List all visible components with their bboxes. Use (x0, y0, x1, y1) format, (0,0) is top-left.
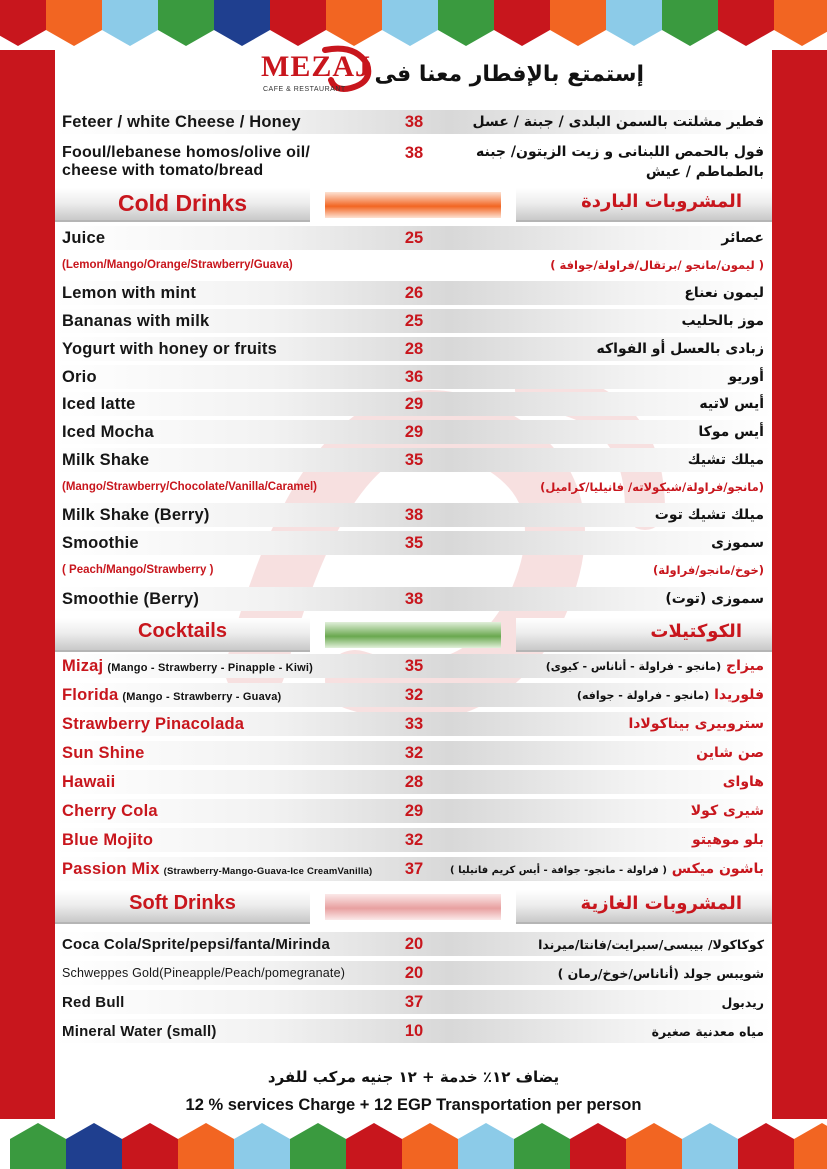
item-price: 37 (404, 992, 424, 1011)
menu-row (55, 337, 772, 361)
cocktail-ingredients-ar: (مانجو - فراولة - جوافه) (576, 689, 710, 702)
item-name-ar: بلو موهيتو (692, 832, 764, 848)
item-name-ar (577, 687, 764, 703)
cocktail-name-ar: ميزاج (726, 658, 764, 674)
item-name-en: Juice (62, 228, 106, 247)
item-price: 25 (404, 311, 424, 330)
pink-divider-bar (325, 894, 501, 920)
item-price: 33 (404, 714, 424, 733)
item-name-en: Hawaii (62, 772, 116, 791)
section-title-ar: المشروبات الغازية (580, 893, 742, 914)
cocktail-ingredients-en: (Strawberry-Mango-Guava-Ice CreamVanilla) (163, 865, 373, 877)
item-name-en: Smoothie (Berry) (62, 589, 200, 608)
menu-row (55, 448, 772, 472)
cocktail-ingredients-ar: (مانجو - فراولة - أناناس - كيوى) (545, 660, 722, 673)
cocktails-header (55, 618, 772, 652)
cold-drinks-header (55, 188, 772, 222)
menu-row (55, 857, 772, 881)
menu-row (55, 799, 772, 823)
item-name-en (62, 860, 372, 879)
item-name-ar (546, 658, 764, 674)
item-name-en: Coca Cola/Sprite/pepsi/fanta/Mirinda (62, 935, 331, 953)
section-title-en: Cocktails (138, 620, 227, 642)
item-name-en: Orio (62, 367, 97, 386)
item-name-ar: سموزى (توت) (665, 591, 764, 607)
left-red-border (0, 0, 55, 1169)
green-divider-bar (325, 622, 501, 648)
item-name-ar: زبادى بالعسل أو الفواكه (596, 341, 764, 357)
item-name-en: Sun Shine (62, 743, 145, 762)
item-price: 38 (404, 144, 424, 162)
section-title-en: Cold Drinks (117, 190, 248, 216)
menu-row (55, 140, 772, 184)
item-name-ar: كوكاكولا/ بيبسى/سبرايت/فانتا/ميرندا (538, 936, 764, 952)
item-name-ar: ليمون نعناع (684, 285, 764, 301)
item-price: 26 (404, 283, 424, 302)
item-name-ar: موز بالحليب (681, 313, 764, 329)
item-name-ar: ريدبول (721, 994, 764, 1010)
item-name-ar: شيرى كولا (690, 803, 764, 819)
menu-row (55, 990, 772, 1014)
menu-row (55, 961, 772, 985)
item-name-ar (450, 861, 764, 877)
menu-row (55, 420, 772, 444)
item-name-ar: سموزى (711, 535, 764, 551)
item-price: 38 (404, 589, 424, 608)
service-charge-note-en: 12 % services Charge + 12 EGP Transportation per person (185, 1096, 642, 1114)
item-name-ar: أوريو (728, 369, 764, 385)
menu-row (55, 654, 772, 678)
section-title-ar: المشروبات الباردة (581, 191, 742, 212)
item-name-en: Smoothie (62, 533, 139, 552)
item-name-ar: ميلك تشيك توت (654, 507, 764, 523)
item-name-ar: شويبس جولد (أناناس/خوخ/رمان ) (557, 965, 764, 981)
mezaj-logo (255, 42, 375, 102)
item-price: 32 (404, 743, 424, 762)
item-name-ar: أيس موكا (698, 424, 764, 440)
cocktail-ingredients-en: (Mango - Strawberry - Guava) (122, 690, 282, 703)
soft-drinks-header (55, 890, 772, 924)
cocktail-name: Florida (62, 685, 119, 704)
menu-row (55, 110, 772, 134)
item-price: 32 (404, 830, 424, 849)
item-price: 29 (404, 801, 424, 820)
cocktail-name: Passion Mix (62, 859, 160, 878)
item-price: 32 (404, 685, 424, 704)
item-price: 35 (404, 450, 424, 469)
flavor-note-ar: ( ليمون/مانجو /برتقال/فراولة/جوافة ) (550, 258, 764, 272)
item-name-en (62, 686, 281, 705)
item-price: 38 (404, 505, 424, 524)
item-name-ar: هاواى (722, 774, 764, 790)
item-price: 10 (404, 1021, 424, 1040)
section-title-ar: الكوكتيلات (650, 621, 742, 642)
menu-row (55, 531, 772, 555)
flavor-note-en: (Mango/Strawberry/Chocolate/Vanilla/Caramel) (62, 481, 317, 493)
item-name-en: Red Bull (62, 993, 125, 1011)
item-name-en: Milk Shake (62, 450, 150, 469)
cocktail-name-ar: باشون ميكس (671, 861, 764, 877)
menu-row (55, 587, 772, 611)
item-name-ar: مياه معدنية صغيرة (651, 1023, 764, 1039)
item-price: 35 (404, 656, 424, 675)
menu-row (55, 770, 772, 794)
cocktail-name: Mizaj (62, 656, 104, 675)
flavor-note-row (55, 480, 772, 498)
flavor-note-row (55, 258, 772, 276)
item-name-en: Iced latte (62, 394, 136, 413)
menu-row (55, 1019, 772, 1043)
item-name-ar: عصائر (721, 230, 764, 246)
item-name-en: Strawberry Pinacolada (62, 714, 245, 733)
service-charge-note-ar: يضاف ١٢٪ خدمة + ١٢ جنيه مركب للفرد (267, 1068, 560, 1086)
item-price: 20 (404, 934, 424, 953)
logo-wordmark: MEZAJ (261, 50, 371, 83)
menu-row (55, 503, 772, 527)
item-name-en: Mineral Water (small) (62, 1022, 217, 1040)
item-name-en: Milk Shake (Berry) (62, 505, 210, 524)
item-price: 20 (404, 963, 424, 982)
item-price: 29 (404, 394, 424, 413)
flavor-note-ar: (مانجو/فراولة/شيكولاته/ فانيليا/كراميل) (540, 480, 764, 494)
item-price: 29 (404, 422, 424, 441)
item-name-en: Schweppes Gold(Pineapple/Peach/pomegranate) (62, 966, 346, 980)
flavor-note-row (55, 563, 772, 581)
item-name-ar: صن شاين (696, 745, 764, 761)
section-title-en: Soft Drinks (129, 892, 236, 914)
menu-row (55, 226, 772, 250)
item-price: 25 (404, 228, 424, 247)
item-price: 28 (404, 339, 424, 358)
item-price: 28 (404, 772, 424, 791)
item-name-en: Fooul/lebanese homos/olive oil/ cheese with tomato/bread (62, 144, 311, 179)
item-name-en: Cherry Cola (62, 801, 158, 820)
item-name-ar: ستروبيرى بيناكولادا (628, 716, 764, 732)
item-name-en: Feteer / white Cheese / Honey (62, 112, 301, 131)
item-name-ar: أيس لاتيه (699, 396, 764, 412)
menu-row (55, 365, 772, 389)
cocktail-ingredients-en: (Mango - Strawberry - Pinapple - Kiwi) (107, 661, 313, 674)
cocktail-name-ar: فلوريدا (714, 687, 764, 703)
item-price: 36 (404, 367, 424, 386)
item-name-en (62, 657, 313, 676)
menu-row (55, 309, 772, 333)
menu-row (55, 683, 772, 707)
menu-page (55, 0, 772, 1169)
item-name-en: Lemon with mint (62, 283, 197, 302)
item-price: 38 (404, 112, 424, 131)
cocktail-ingredients-ar: ( فراولة - مانجو- جوافة - أيس كريم فانيليا ) (450, 865, 667, 876)
item-price: 37 (404, 859, 424, 878)
breakfast-headline: إستمتع بالإفطار معنا فى (374, 62, 644, 87)
menu-row (55, 392, 772, 416)
flavor-note-en: ( Peach/Mango/Strawberry ) (62, 564, 214, 576)
item-name-ar: ميلك تشيك (687, 452, 764, 468)
menu-row (55, 828, 772, 852)
item-name-en: Iced Mocha (62, 422, 154, 441)
item-name-en: Yogurt with honey or fruits (62, 339, 278, 358)
item-name-en: Blue Mojito (62, 830, 154, 849)
orange-divider-bar (325, 192, 501, 218)
item-name-en: Bananas with milk (62, 311, 210, 330)
menu-row (55, 281, 772, 305)
logo-subtitle: CAFE & RESTAURANT (263, 86, 346, 93)
menu-row (55, 712, 772, 736)
flavor-note-en: (Lemon/Mango/Orange/Strawberry/Guava) (62, 259, 293, 271)
right-red-border (772, 0, 827, 1169)
item-name-ar: فطير مشلتت بالسمن البلدى / جبنة / عسل (472, 114, 764, 130)
menu-row (55, 741, 772, 765)
item-name-ar: فول بالحمص اللبنانى و زيت الزيتون/ جبنه بالطماطم / عيش (476, 144, 764, 180)
menu-row (55, 932, 772, 956)
item-price: 35 (404, 533, 424, 552)
flavor-note-ar: (خوخ/مانجو/فراولة) (652, 563, 764, 577)
